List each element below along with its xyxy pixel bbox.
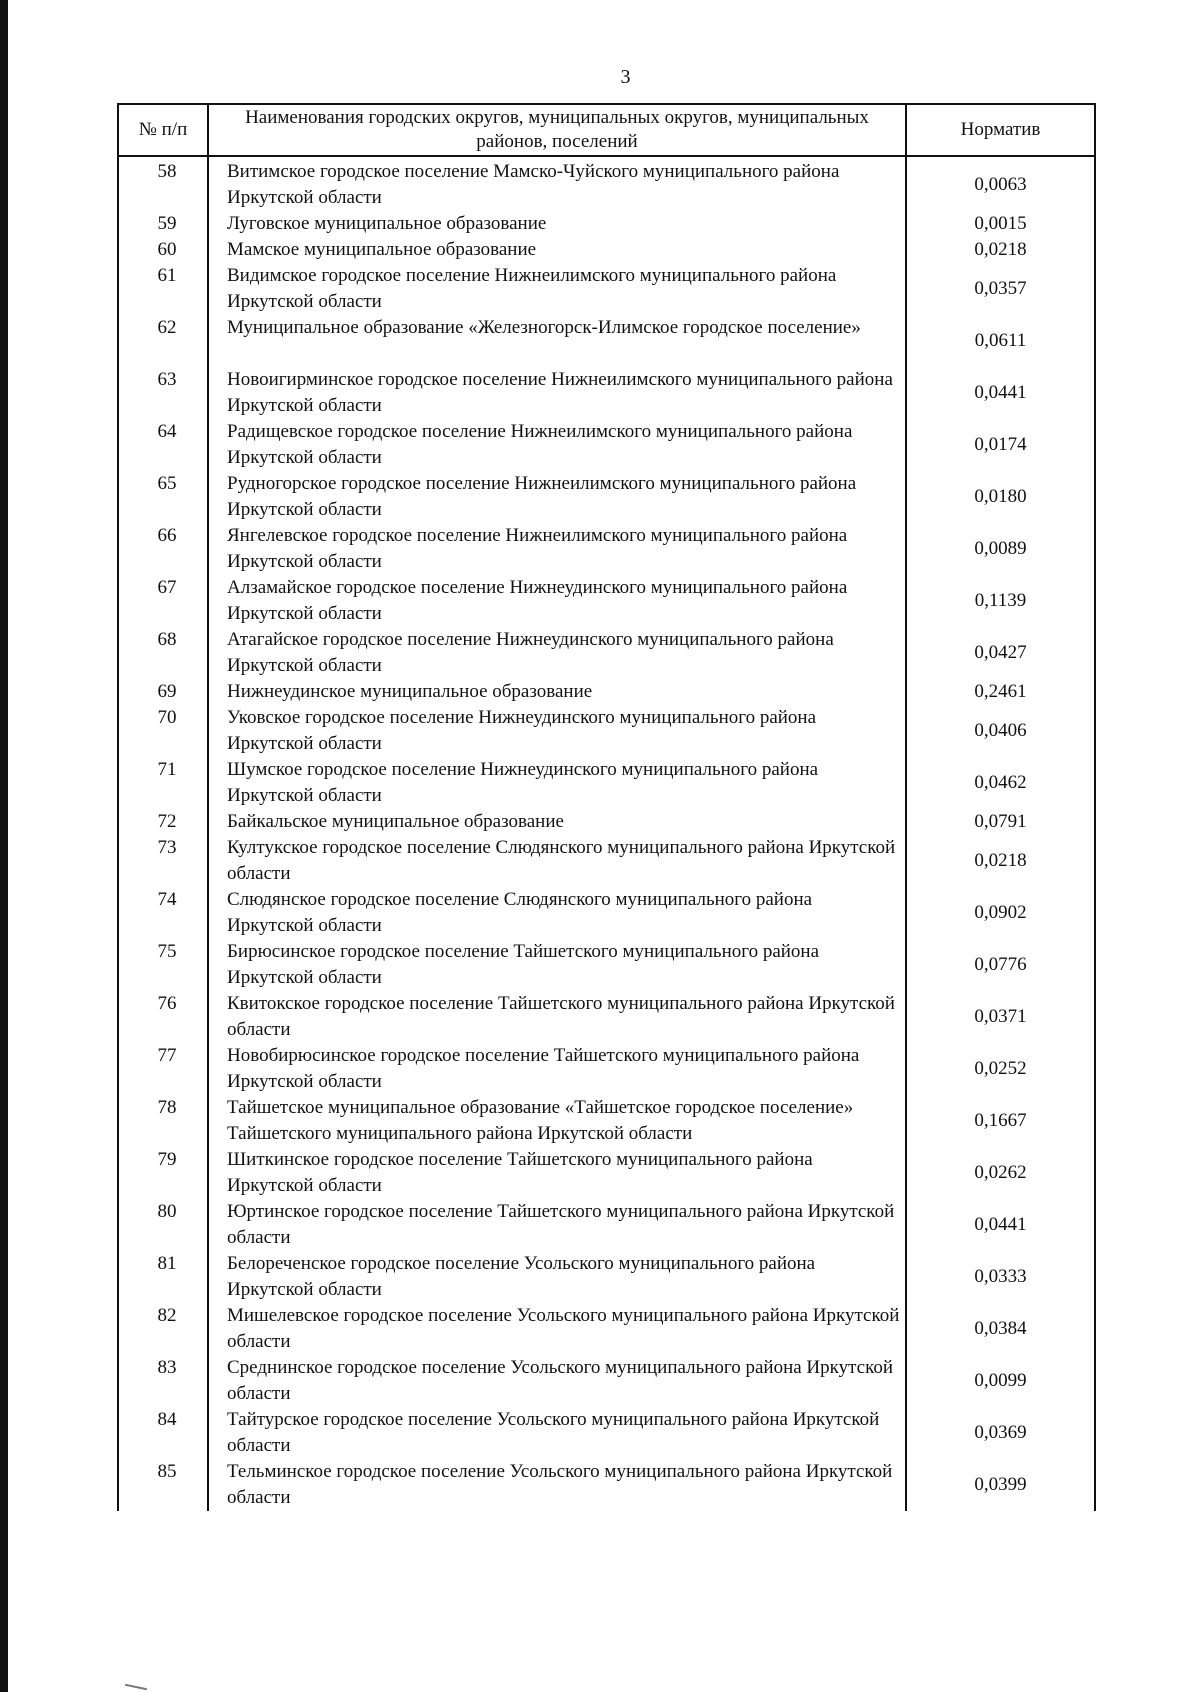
table-row <box>118 1303 1095 1355</box>
row-norm: 0,0174 <box>906 419 1095 471</box>
row-norm: 0,1139 <box>906 575 1095 627</box>
row-number: 63 <box>118 367 208 419</box>
row-number: 83 <box>118 1355 208 1407</box>
row-number: 78 <box>118 1095 208 1147</box>
row-name: Новоигирминское городское поселение Нижнеилимского муниципального района Иркутской области <box>208 367 906 419</box>
row-name: Байкальское муниципальное образование <box>208 809 906 835</box>
row-number: 71 <box>118 757 208 809</box>
table-row <box>118 991 1095 1043</box>
table-row <box>118 315 1095 367</box>
table-row <box>118 679 1095 705</box>
row-norm: 0,0089 <box>906 523 1095 575</box>
row-norm: 0,0371 <box>906 991 1095 1043</box>
table-row <box>118 471 1095 523</box>
row-name: Тайтурское городское поселение Усольского муниципального района Иркутской области <box>208 1407 906 1459</box>
row-number: 59 <box>118 211 208 237</box>
row-number: 66 <box>118 523 208 575</box>
table-row <box>118 1147 1095 1199</box>
row-norm: 0,0462 <box>906 757 1095 809</box>
table-row <box>118 211 1095 237</box>
row-norm: 0,0406 <box>906 705 1095 757</box>
row-number: 84 <box>118 1407 208 1459</box>
row-norm: 0,1667 <box>906 1095 1095 1147</box>
row-norm: 0,0218 <box>906 237 1095 263</box>
table-row <box>118 757 1095 809</box>
row-name: Янгелевское городское поселение Нижнеилимского муниципального района Иркутской области <box>208 523 906 575</box>
row-name: Мамское муниципальное образование <box>208 237 906 263</box>
row-norm: 0,0776 <box>906 939 1095 991</box>
row-norm: 0,0218 <box>906 835 1095 887</box>
header-norm: Норматив <box>906 104 1095 156</box>
row-name: Алзамайское городское поселение Нижнеудинского муниципального района Иркутской области <box>208 575 906 627</box>
row-number: 67 <box>118 575 208 627</box>
row-norm: 0,0099 <box>906 1355 1095 1407</box>
row-number: 69 <box>118 679 208 705</box>
norms-table-container <box>117 103 1094 1511</box>
row-number: 80 <box>118 1199 208 1251</box>
row-number: 82 <box>118 1303 208 1355</box>
row-name: Видимское городское поселение Нижнеилимского муниципального района Иркутской области <box>208 263 906 315</box>
row-number: 81 <box>118 1251 208 1303</box>
norms-table <box>117 103 1096 1511</box>
row-number: 60 <box>118 237 208 263</box>
row-norm: 0,0252 <box>906 1043 1095 1095</box>
row-number: 75 <box>118 939 208 991</box>
row-number: 70 <box>118 705 208 757</box>
table-row <box>118 809 1095 835</box>
table-row <box>118 156 1095 211</box>
row-norm: 0,0262 <box>906 1147 1095 1199</box>
row-number: 79 <box>118 1147 208 1199</box>
header-num: № п/п <box>118 104 208 156</box>
row-norm: 0,0369 <box>906 1407 1095 1459</box>
scan-mark <box>125 1684 147 1691</box>
table-row <box>118 627 1095 679</box>
row-number: 77 <box>118 1043 208 1095</box>
row-number: 68 <box>118 627 208 679</box>
row-norm: 0,0399 <box>906 1459 1095 1511</box>
row-name: Тайшетское муниципальное образование «Тайшетское городское поселение» Тайшетского муниципального района Иркутской области <box>208 1095 906 1147</box>
row-name: Новобирюсинское городское поселение Тайшетского муниципального района Иркутской области <box>208 1043 906 1095</box>
header-name: Наименования городских округов, муниципальных округов, муниципальных районов, поселений <box>208 104 906 156</box>
row-name: Квитокское городское поселение Тайшетского муниципального района Иркутской области <box>208 991 906 1043</box>
row-norm: 0,0611 <box>906 315 1095 367</box>
row-number: 58 <box>118 156 208 211</box>
table-row <box>118 575 1095 627</box>
table-row <box>118 1407 1095 1459</box>
row-norm: 0,0441 <box>906 367 1095 419</box>
row-norm: 0,0384 <box>906 1303 1095 1355</box>
row-number: 62 <box>118 315 208 367</box>
row-norm: 0,0015 <box>906 211 1095 237</box>
row-norm: 0,0902 <box>906 887 1095 939</box>
row-name: Слюдянское городское поселение Слюдянского муниципального района Иркутской области <box>208 887 906 939</box>
row-name: Култукское городское поселение Слюдянского муниципального района Иркутской области <box>208 835 906 887</box>
scan-edge <box>0 0 8 1692</box>
row-name: Муниципальное образование «Железногорск-Илимское городское поселение» <box>208 315 906 367</box>
row-number: 65 <box>118 471 208 523</box>
row-norm: 0,0180 <box>906 471 1095 523</box>
row-number: 72 <box>118 809 208 835</box>
row-name: Уковское городское поселение Нижнеудинского муниципального района Иркутской области <box>208 705 906 757</box>
row-name: Шумское городское поселение Нижнеудинского муниципального района Иркутской области <box>208 757 906 809</box>
table-header-row <box>118 104 1095 156</box>
table-row <box>118 367 1095 419</box>
row-name: Луговское муниципальное образование <box>208 211 906 237</box>
row-name: Шиткинское городское поселение Тайшетского муниципального района Иркутской области <box>208 1147 906 1199</box>
table-row <box>118 1251 1095 1303</box>
table-row <box>118 237 1095 263</box>
row-norm: 0,0441 <box>906 1199 1095 1251</box>
table-row <box>118 523 1095 575</box>
row-name: Атагайское городское поселение Нижнеудинского муниципального района Иркутской области <box>208 627 906 679</box>
row-number: 61 <box>118 263 208 315</box>
row-norm: 0,0333 <box>906 1251 1095 1303</box>
row-norm: 0,2461 <box>906 679 1095 705</box>
row-number: 64 <box>118 419 208 471</box>
row-name: Белореченское городское поселение Усольского муниципального района Иркутской области <box>208 1251 906 1303</box>
table-row <box>118 1459 1095 1511</box>
table-row <box>118 1043 1095 1095</box>
row-name: Нижнеудинское муниципальное образование <box>208 679 906 705</box>
table-row <box>118 939 1095 991</box>
row-name: Юртинское городское поселение Тайшетского муниципального района Иркутской области <box>208 1199 906 1251</box>
row-norm: 0,0357 <box>906 263 1095 315</box>
table-row <box>118 705 1095 757</box>
table-row <box>118 1095 1095 1147</box>
table-row <box>118 835 1095 887</box>
row-name: Среднинское городское поселение Усольского муниципального района Иркутской области <box>208 1355 906 1407</box>
page-number: 3 <box>620 66 631 88</box>
table-row <box>118 419 1095 471</box>
row-norm: 0,0791 <box>906 809 1095 835</box>
row-number: 85 <box>118 1459 208 1511</box>
row-name: Тельминское городское поселение Усольского муниципального района Иркутской области <box>208 1459 906 1511</box>
row-name: Витимское городское поселение Мамско-Чуйского муниципального района Иркутской области <box>208 156 906 211</box>
table-row <box>118 887 1095 939</box>
table-row <box>118 263 1095 315</box>
row-name: Рудногорское городское поселение Нижнеилимского муниципального района Иркутской области <box>208 471 906 523</box>
table-row <box>118 1355 1095 1407</box>
table-row <box>118 1199 1095 1251</box>
row-number: 74 <box>118 887 208 939</box>
row-name: Бирюсинское городское поселение Тайшетского муниципального района Иркутской области <box>208 939 906 991</box>
row-norm: 0,0063 <box>906 156 1095 211</box>
row-norm: 0,0427 <box>906 627 1095 679</box>
row-name: Радищевское городское поселение Нижнеилимского муниципального района Иркутской области <box>208 419 906 471</box>
row-number: 76 <box>118 991 208 1043</box>
row-number: 73 <box>118 835 208 887</box>
table-body <box>118 156 1095 1511</box>
row-name: Мишелевское городское поселение Усольского муниципального района Иркутской области <box>208 1303 906 1355</box>
